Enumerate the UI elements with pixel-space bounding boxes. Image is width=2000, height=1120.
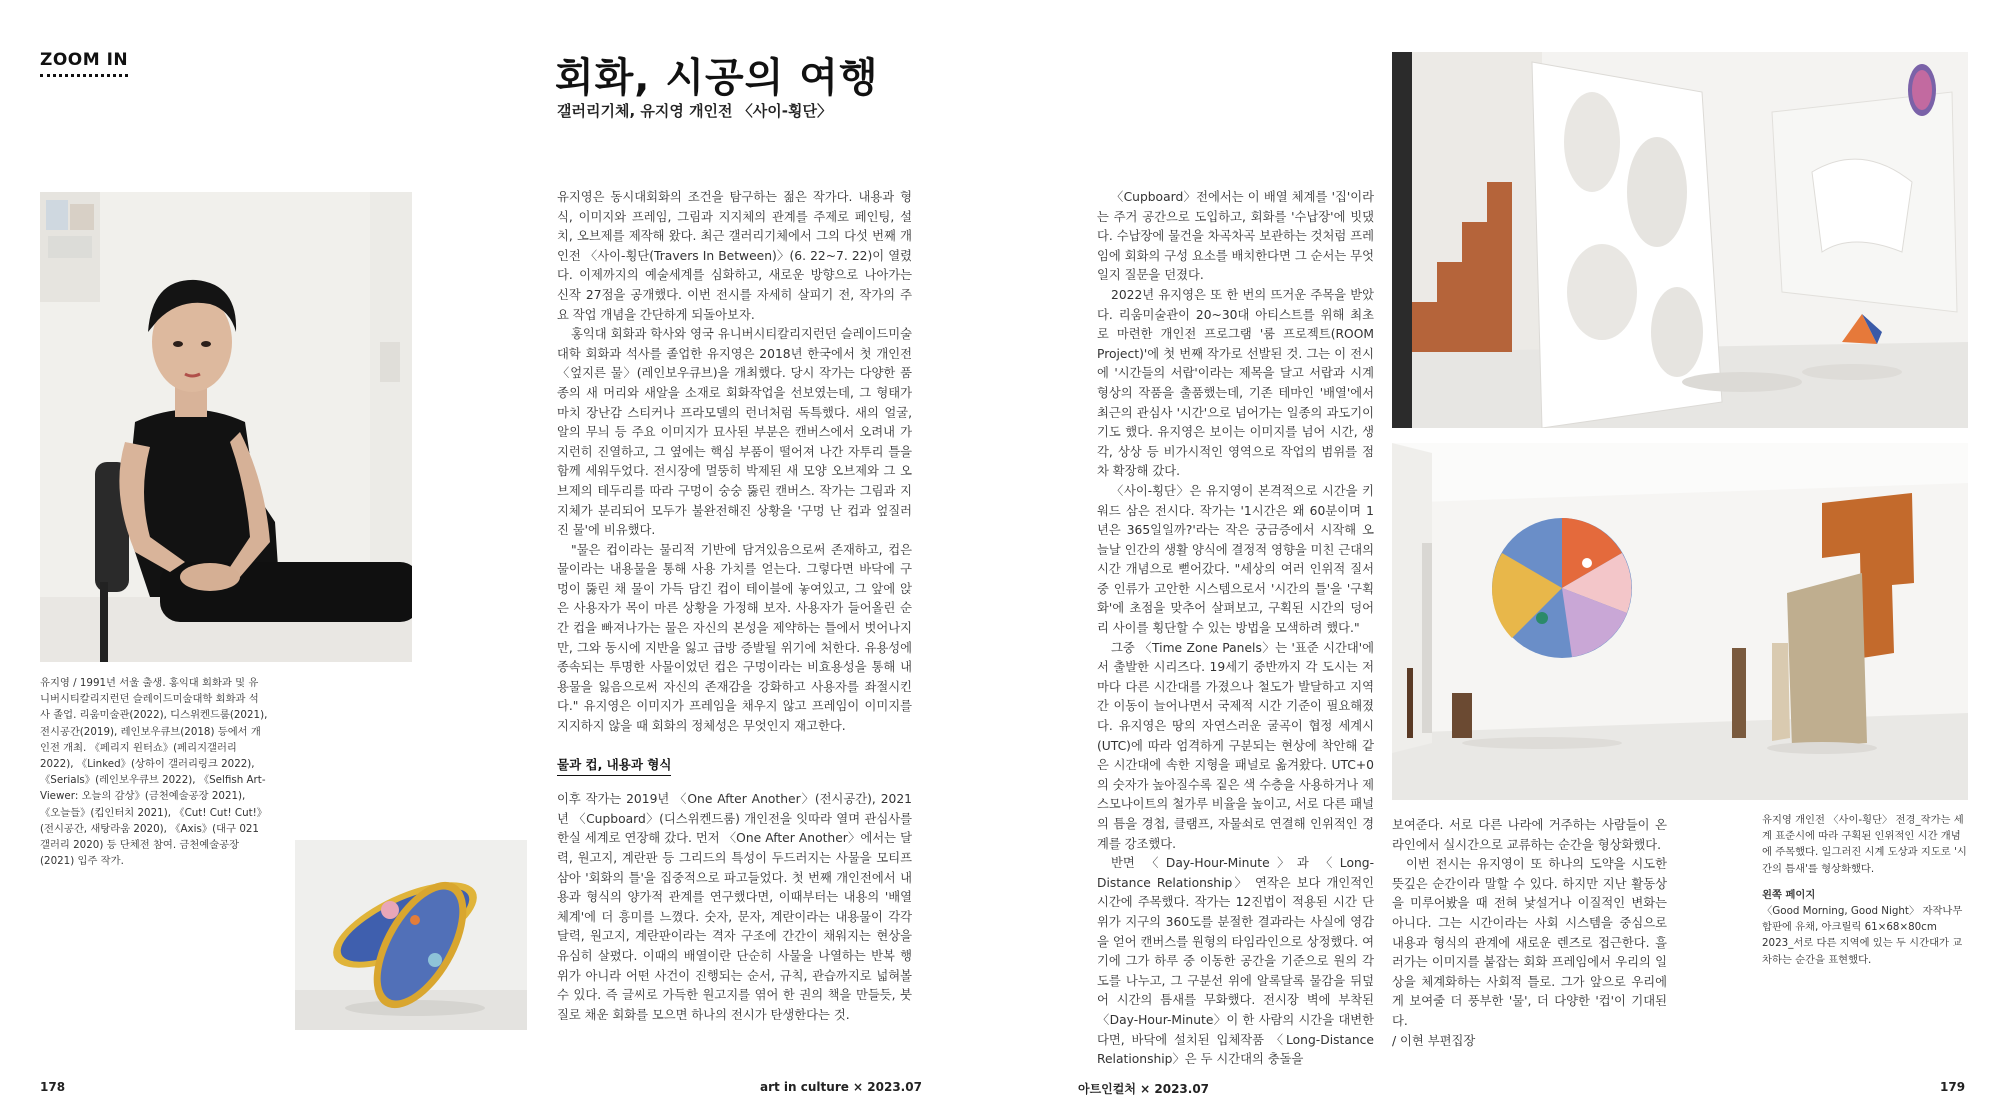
caption-head: 왼쪽 페이지 [1762, 888, 1816, 901]
body-column-left [557, 188, 912, 1025]
portrait-caption: 유지영 / 1991년 서울 출생. 홍익대 회화과 및 유니버시티칼리지런던 슬레이드미술대학 회화과 석사 졸업. 리움미술관(2022), 디스위켄드룸(2021), 전시공간(2019), 레인보우큐브(2018) 등에서 개인전 개최. 《페리지 윈터쇼》(페리지갤러리 2022), 《Linked》(상하이 갤러리링크 2022), 《Serials》(레인보우큐브 2022), 《Selfish Art-Viewer: 오늘의 감상》(금천예술공장 2021), 《오늘들》(킵인터치 2021), 《Cut! Cut! Cut!》(전시공간, 새탕라움 2020), 《Axis》(대구 021갤러리 2020) 등 단체전 참여. 금천예술공장(2021) 입주 작가. [40, 677, 268, 868]
sculpture-photo [295, 840, 527, 1030]
left-paragraph-4: 이후 작가는 2019년 〈One After Another〉(전시공간), 2021년 〈Cupboard〉(디스위켄드룸) 개인전을 잇따라 열며 관심사를 한실 세계로 연장해 갔다. 먼저 〈One After Another〉에서는 달력, 원고지, 계란판 등 그리드의 특성이 두드러지는 사물을 모티프 삼아 '회화의 틀'을 집중적으로 파고들었다. 첫 번째 개인전에서 내용과 형식의 양가적 관계를 연구했다면, 이때부터는 내용의 '배열 체계'에 더 흥미를 느꼈다. 숫자, 문자, 계란이라는 내용물이 각각 달력, 원고지, 계란판이라는 격자 구조에 간간이 채워지는 현상을 유심히 살폈다. 이때의 배열이란 단순히 사물을 나열하는 반복 행위가 아니라 어떤 사건이 진행되는 순서, 규칙, 관습까지로 넓혀볼 수 있다. 즉 글씨로 가득한 원고지를 엮어 한 권의 책을 만들듯, 붓질로 채운 회화를 모으면 하나의 전시가 탄생한다는 것. [557, 792, 912, 1022]
page-number-left: 178 [40, 1080, 66, 1094]
left-paragraph-1: 유지영은 동시대회화의 조건을 탐구하는 젊은 작가다. 내용과 형식, 이미지와 프레임, 그림과 지지체의 관계를 주제로 페인팅, 설치, 오브제를 제작해 왔다. 최근 갤러리기체에서 그의 다섯 번째 개인전 〈사이-횡단(Travers In Between)〉(6. 22~7. 22)이 열렸다. 이제까지의 예술세계를 심화하고, 새로운 방향으로 나아가는 신작 27점을 공개했다. 이번 전시를 자세히 살피기 전, 작가의 주요 작업 개념을 간단하게 되돌아보자. [557, 190, 912, 322]
right-paragraph-4: 그중 〈Time Zone Panels〉는 '표준 시간대'에서 출발한 시리즈다. 19세기 중반까지 각 도시는 저마다 다른 시간대를 가졌으나 철도가 발달하고 지역 간 이동이 늘어나면서 국제적 시간 기준이 필요해졌다. 유지영은 땅의 자연스러운 굴곡이 협정 세계시(UTC)에 따라 엄격하게 구분되는 현상에 착안해 같은 시간대에 속한 지형을 패널로 옮겨왔다. UTC+0의 숫자가 높아질수록 짙은 색 수층을 사용하거나 제스모나이트의 철가루 비율을 높이고, 서로 다른 패널의 틈을 경첩, 클램프, 자물쇠로 연결해 인위적인 경계를 강조했다. [1097, 640, 1374, 851]
body-column-right [1097, 188, 1374, 1070]
sculpture-illustration [295, 840, 527, 1030]
continuation-paragraph-2: 이번 전시는 유지영이 또 하나의 도약을 시도한 뜻깊은 순간이라 말할 수 있다. 하지만 지난 활동상을 미루어봤을 때 전혀 낯설거나 이질적인 변화는 아니다. 그는 시간이라는 사회 시스템을 중심으로 내용과 형식의 관계에 새로운 렌즈로 접근한다. 흘러가는 이미지를 붙잡는 회화 프레임에서 우리의 일상을 체계화하는 사회적 틀로. 그가 앞으로 우리에게 보여줄 더 풍부한 '물', 더 다양한 '컵'이 기대된다. [1392, 857, 1667, 1028]
section-tag: ZOOM IN [40, 50, 128, 77]
right-paragraph-2: 2022년 유지영은 또 한 번의 뜨거운 주목을 받았다. 리움미술관이 20~30대 아티스트를 위해 최초로 마련한 개인전 프로그램 '룸 프로젝트(ROOM Project)'에 첫 번째 작가로 선발된 것. 그는 이 전시에 '시간들의 서랍'이라는 제목을 달고 서랍과 시계 형상의 작품을 출품했는데, 기존 테마인 '배열'에서 최근의 관심사 '시간'으로 넘어가는 일종의 과도기이기도 했다. 유지영은 보이는 이미지를 넘어 시간, 생각, 상상 등 비가시적인 영역으로 작업의 범위를 점차 확장해 갔다. [1097, 287, 1374, 479]
caption-main: 유지영 개인전 〈사이-횡단〉 전경_작가는 세계 표준시에 따라 구획된 인위적인 시간 개념에 주목했다. 일그러진 시계 도상과 지도로 '시간의 틈새'를 형상화했다. [1762, 814, 1967, 875]
body-column-continuation [1392, 816, 1667, 1051]
right-paragraph-3: 〈사이-횡단〉은 유지영이 본격적으로 시간을 키워드 삼은 전시다. 작가는 '1시간은 왜 60분이며 1년은 365일일까?'라는 작은 궁금증에서 시작해 오늘날 인간의 생활 양식에 결정적 영향을 미친 근대의 시간 개념으로 뻗어갔다. "세상의 여러 인위적 질서 중 인류가 고안한 시스템으로서 '시간의 틀'을 '구획화'에 초점을 맞추어 살펴보고, 구획된 시간의 덩어리 사이를 횡단할 수 있는 방법을 모색하려 했다." [1097, 483, 1374, 636]
portrait-illustration [40, 192, 412, 662]
photo-caption-right [1762, 812, 1968, 968]
installation-photo-bottom [1392, 443, 1968, 800]
left-paragraph-3: "물은 컵이라는 물리적 기반에 담겨있음으로써 존재하고, 컵은 물이라는 내용물을 통해 사용 가치를 얻는다. 그렇다면 바닥에 구멍이 뚫린 채 물이 가득 담긴 컵이 테이블에 놓여있고, 그 앞에 앉은 사용자가 목이 마른 상황을 가정해 보자. 사용자가 들어올린 순간 컵을 빠져나가는 물은 자신의 본성을 제약하는 틀에서 벗어나지만, 그와 동시에 지반을 잃고 급방 증발될 위기에 처한다. 유용성에 종속되는 투명한 사물이었던 컵은 구멍이라는 비효용성을 통해 내용물을 잃음으로써 자신의 존재감을 강화하고 사용자를 좌절시킨다." 유지영은 이미지가 프레임을 채우지 않고 프레임이 이미지를 지지하지 않을 때 회화의 정체성은 무엇인지 재고한다. [557, 542, 912, 734]
installation-bottom-illustration [1392, 443, 1968, 800]
footer-magazine-left: art in culture × 2023.07 [760, 1080, 922, 1094]
left-paragraph-2: 홍익대 회화과 학사와 영국 유니버시티칼리지런던 슬레이드미술대학 회화과 석사를 졸업한 유지영은 2018년 한국에서 첫 개인전 〈엎지른 물〉(레인보우큐브)을 개최했다. 당시 작가는 다양한 품종의 새 머리와 새알을 소재로 회화작업을 선보였는데, 그 형태가 마치 장난감 스티커나 프라모델의 런너처럼 독특했다. 새의 얼굴, 알의 무늬 등 주요 이미지가 묘사된 부분은 캔버스에서 오려내 가지런히 진열하고, 그 옆에는 핵심 부품이 떨어져 나간 자투리 틀을 함께 세워두었다. 전시장에 멀뚱히 박제된 새 모양 오브제와 그 오브제의 테두리를 따라 구멍이 숭숭 뚫린 캔버스. 작가는 그림과 지지체가 분리되어 모두가 불완전해진 상황을 '구멍 난 컵과 엎질러진 물'에 비유했다. [557, 327, 912, 538]
right-paragraph-1: 〈Cupboard〉전에서는 이 배열 체계를 '집'이라는 주거 공간으로 도입하고, 회화를 '수납장'에 빗댔다. 수납장에 물건을 차곡차곡 보관하는 것처럼 프레임에 회화의 구성 요소를 배치한다면 그 순서는 무엇일지 질문을 던졌다. [1097, 190, 1374, 283]
caption-body: 〈Good Morning, Good Night〉 자작나무 합판에 유채, 아크릴릭 61×68×80cm 2023_서로 다른 지역에 있는 두 시간대가 교차하는 순간을 표현했다. [1762, 905, 1963, 966]
page-number-right: 179 [1940, 1080, 1966, 1094]
installation-photo-top [1392, 52, 1968, 428]
continuation-paragraph-1: 보여준다. 서로 다른 나라에 거주하는 사람들이 온라인에서 실시간으로 교류하는 순간을 형상화했다. [1392, 818, 1667, 852]
footer-magazine-right: 아트인컬처 × 2023.07 [1078, 1082, 1210, 1096]
article-subtitle: 갤러리기체, 유지영 개인전 〈사이-횡단〉 [557, 102, 832, 120]
article-title: 회화, 시공의 여행 [555, 55, 879, 101]
right-paragraph-5: 반면 〈Day-Hour-Minute〉과 〈Long-Distance Relationship〉 연작은 보다 개인적인 시간에 주목했다. 작가는 12진법이 적용된 시간 단위가 지구의 360도를 분절한 결과라는 사실에 영감을 얻어 캔버스를 원형의 타임라인으로 상정했다. 여기에 그가 하루 중 이동한 공간을 기준으로 원의 각도를 나누고, 그 구분선 위에 알록달록 물감을 뒤덮어 시간의 틈새를 무화했다. 전시장 벽에 부착된 〈Day-Hour-Minute〉이 한 사람의 시간을 대변한다면, 바닥에 설치된 입체작품 〈Long-Distance Relationship〉은 두 시간대의 충돌을 [1097, 856, 1374, 1067]
installation-top-illustration [1392, 52, 1968, 428]
section-subheading: 물과 컵, 내용과 형식 [557, 755, 671, 777]
byline: / 이현 부편집장 [1392, 1033, 1476, 1048]
artist-portrait-photo [40, 192, 412, 662]
